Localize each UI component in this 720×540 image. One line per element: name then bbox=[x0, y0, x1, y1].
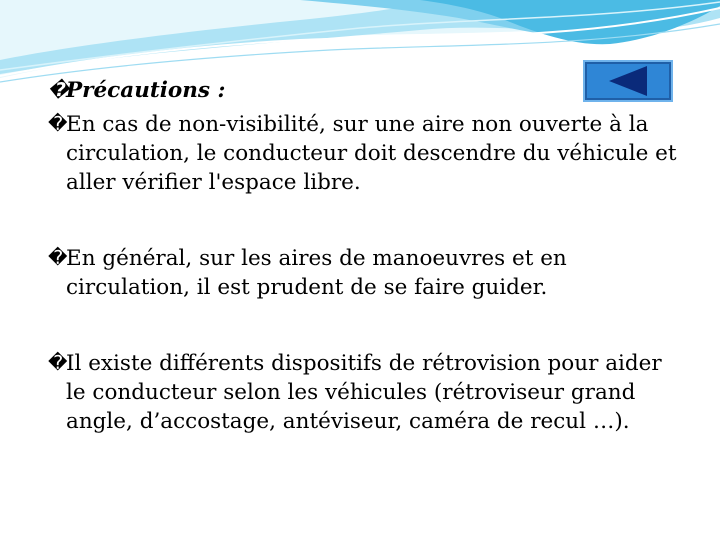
bullet-icon: � bbox=[48, 79, 70, 101]
bullet-icon: � bbox=[48, 352, 68, 374]
paragraph-text: En cas de non-visibilité, sur une aire non ouverte à la circulation, le conducteur doit descendre du véhicule et aller vérifier l'espace libre. bbox=[66, 112, 677, 195]
paragraph-1 bbox=[48, 110, 688, 197]
paragraph-3 bbox=[48, 349, 688, 436]
bullet-icon: � bbox=[48, 113, 68, 135]
bullet-icon: � bbox=[48, 247, 68, 269]
heading-text: Précautions : bbox=[66, 78, 226, 103]
paragraph-2 bbox=[48, 244, 688, 302]
slide-heading bbox=[48, 76, 688, 105]
slide-content bbox=[48, 76, 688, 436]
paragraph-text: Il existe différents dispositifs de rétrovision pour aider le conducteur selon les véhicules (rétroviseur grand angle, d’accostage, antéviseur, caméra de recul …). bbox=[66, 351, 662, 434]
paragraph-text: En général, sur les aires de manoeuvres et en circulation, il est prudent de se faire guider. bbox=[66, 246, 567, 300]
